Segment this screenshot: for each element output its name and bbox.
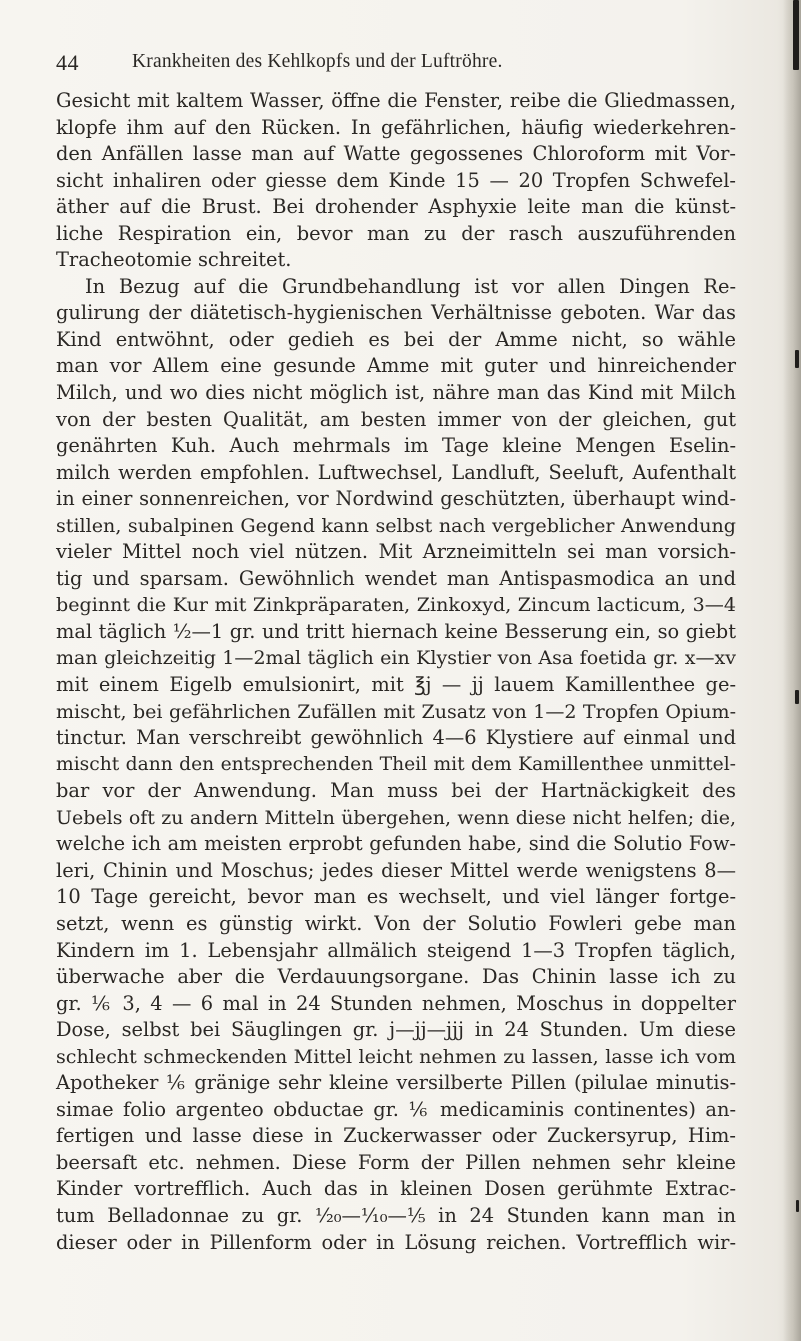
text-line: welche ich am meisten erprobt gefunden habe, sind die Solutio Fow- (56, 832, 736, 856)
text-line: gulirung der diätetisch-hygienischen Verhältnisse geboten. War das (56, 301, 736, 325)
text-line: dieser oder in Pillenform oder in Lösung reichen. Vortrefflich wir- (56, 1230, 736, 1254)
text-line: bar vor der Anwendung. Man muss bei der Hartnäckigkeit des (56, 779, 736, 803)
text-line: liche Respiration ein, bevor man zu der rasch auszuführenden (56, 221, 736, 245)
text-line: tig und sparsam. Gewöhnlich wendet man Antispasmodica an und (56, 566, 736, 590)
text-line: 10 Tage gereicht, bevor man es wechselt, und viel länger fortge- (56, 885, 736, 909)
text-line: schlecht schmeckenden Mittel leicht nehmen zu lassen, lasse ich vom (56, 1044, 736, 1068)
text-line: In Bezug auf die Grundbehandlung ist vor allen Dingen Re- (85, 274, 736, 298)
text-line: fertigen und lasse diese in Zuckerwasser oder Zuckersyrup, Him- (56, 1124, 736, 1148)
text-line: Apotheker ⅙ gränige sehr kleine versilberte Pillen (pilulae minutis- (56, 1071, 736, 1095)
text-line: sicht inhaliren oder giesse dem Kinde 15 — 20 Tropfen Schwefel- (56, 168, 736, 192)
text-line: klopfe ihm auf den Rücken. In gefährlichen, häufig wiederkehren- (56, 115, 736, 139)
text-line: den Anfällen lasse man auf Watte gegossenes Chloroform mit Vor- (56, 142, 736, 166)
text-line: tinctur. Man verschreibt gewöhnlich 4—6 Klystiere auf einmal und (56, 726, 736, 750)
text-line: mischt, bei gefährlichen Zufällen mit Zusatz von 1—2 Tropfen Opium- (56, 700, 736, 723)
binding-mark (795, 350, 799, 368)
text-line: beersaft etc. nehmen. Diese Form der Pillen nehmen sehr kleine (56, 1150, 736, 1174)
binding-mark (796, 1200, 799, 1212)
text-line: Milch, und wo dies nicht möglich ist, nähre man das Kind mit Milch (56, 381, 736, 405)
text-line: tum Belladonnae zu gr. ¹⁄₂₀—¹⁄₁₀—⅕ in 24 Stunden kann man in (56, 1203, 736, 1227)
text-line: man vor Allem eine gesunde Amme mit guter und hinreichender (56, 354, 736, 378)
binding-mark (793, 0, 799, 70)
text-line: vieler Mittel noch viel nützen. Mit Arzneimitteln sei man vorsich- (56, 540, 736, 564)
text-line: gr. ⅙ 3, 4 — 6 mal in 24 Stunden nehmen, Moschus in doppelter (56, 991, 736, 1015)
text-line: in einer sonnenreichen, vor Nordwind geschützten, überhaupt wind- (56, 487, 736, 511)
text-line: man gleichzeitig 1—2mal täglich ein Klystier von Asa foetida gr. x—xv (56, 647, 736, 670)
page-edge-shadow (783, 0, 801, 1341)
text-line: Uebels oft zu andern Mitteln übergehen, wenn diese nicht helfen; die, (56, 806, 736, 829)
text-line: äther auf die Brust. Bei drohender Asphyxie leite man die künst- (56, 195, 736, 219)
text-line: Kindern im 1. Lebensjahr allmälich steigend 1—3 Tropfen täglich, (56, 938, 736, 962)
text-line: überwache aber die Verdauungsorgane. Das Chinin lasse ich zu (56, 965, 736, 989)
text-line: Tracheotomie schreitet. (56, 248, 292, 272)
binding-mark (795, 690, 799, 704)
text-line: setzt, wenn es günstig wirkt. Von der Solutio Fowleri gebe man (56, 911, 736, 935)
body-text (56, 88, 736, 1256)
text-line: milch werden empfohlen. Luftwechsel, Landluft, Seeluft, Aufenthalt (56, 460, 736, 484)
text-line: Dose, selbst bei Säuglingen gr. j—jj—jjj in 24 Stunden. Um diese (56, 1018, 736, 1042)
text-line: stillen, subalpinen Gegend kann selbst nach vergeblicher Anwendung (56, 514, 736, 537)
text-line: simae folio argenteo obductae gr. ⅙ medicaminis continentes) an- (56, 1097, 736, 1121)
text-line: Gesicht mit kaltem Wasser, öffne die Fenster, reibe die Gliedmassen, (56, 89, 736, 112)
page-header (56, 50, 736, 78)
text-line: von der besten Qualität, am besten immer von der gleichen, gut (56, 407, 736, 431)
text-line: beginnt die Kur mit Zinkpräparaten, Zinkoxyd, Zincum lacticum, 3—4 (56, 593, 736, 617)
text-line: Kinder vortrefflich. Auch das in kleinen Dosen gerühmte Extrac- (56, 1177, 736, 1201)
running-title: Krankheiten des Kehlkopfs und der Luftröhre. (132, 51, 503, 72)
text-line: leri, Chinin und Moschus; jedes dieser Mittel werde wenigstens 8— (56, 858, 736, 882)
text-line: mal täglich ½—1 gr. und tritt hiernach keine Besserung ein, so giebt (56, 619, 736, 643)
page-number: 44 (56, 50, 79, 75)
text-line: mischt dann den entsprechenden Theil mit dem Kamillenthee unmittel- (56, 753, 736, 775)
text-line: mit einem Eigelb emulsionirt, mit ℥j — jj lauem Kamillenthee ge- (56, 673, 736, 697)
text-line: Kind entwöhnt, oder gedieh es bei der Amme nicht, so wähle (56, 327, 736, 351)
text-line: genährten Kuh. Auch mehrmals im Tage kleine Mengen Eselin- (56, 434, 736, 458)
